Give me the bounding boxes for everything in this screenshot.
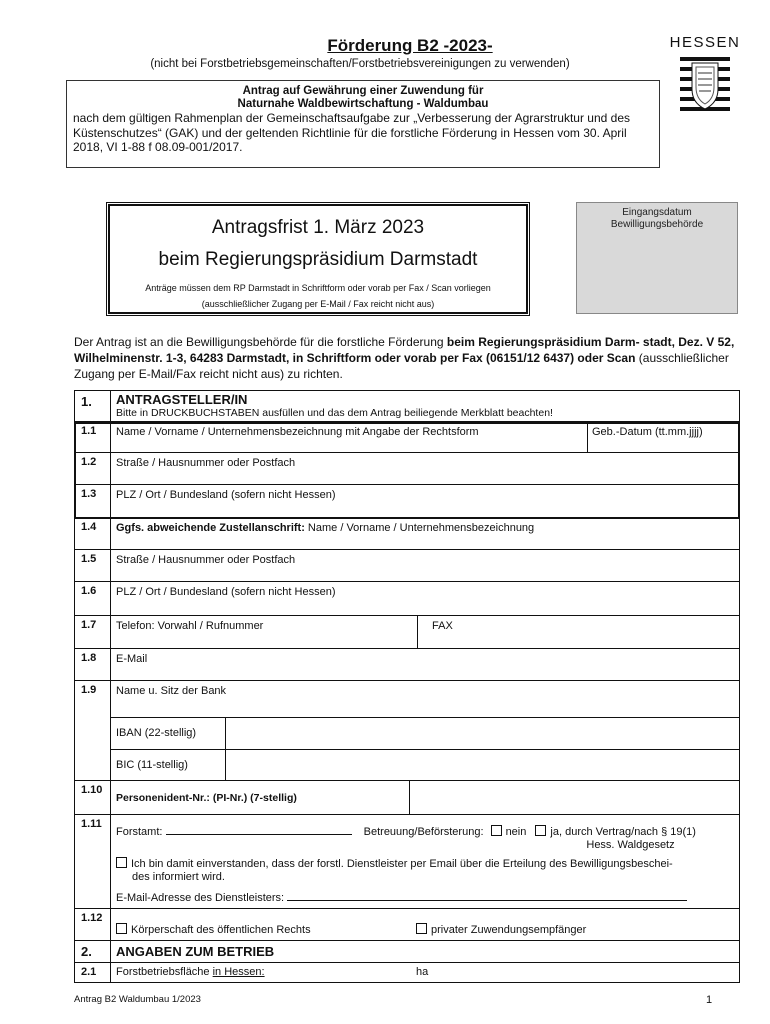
form-row-1-2 [74, 453, 740, 485]
intro-box [66, 80, 660, 168]
row-number: 1.2 [75, 453, 111, 484]
field-label: Name / Vorname / Unternehmensbezeichnung mit Angabe der Rechtsform [116, 426, 479, 438]
field-label: Straße / Hausnummer oder Postfach [116, 457, 296, 469]
section-2-header [74, 941, 740, 963]
deadline-date: Antragsfrist 1. März 2023 [211, 217, 425, 238]
bank-field[interactable] [111, 681, 741, 717]
public-body-checkbox[interactable] [116, 923, 127, 934]
section-title: ANGABEN ZUM BETRIEB [116, 944, 275, 959]
intro-line2: Naturnahe Waldbewirtschaftung - Waldumbau [237, 98, 489, 110]
row-number: 1.8 [75, 649, 111, 680]
section-number: 1. [75, 391, 111, 421]
option-label: privater Zuwendungsempfänger [431, 924, 587, 936]
form-row-1-4 [74, 518, 740, 550]
form-row-1-1 [74, 422, 740, 453]
deadline-authority: beim Regierungspräsidium Darmstadt [158, 249, 478, 270]
name-field[interactable] [111, 422, 587, 453]
fax-field[interactable] [427, 616, 741, 649]
section-note: Bitte in DRUCKBUCHSTABEN ausfüllen und das dem Antrag beiliegende Merkblatt beachten! [116, 407, 553, 419]
iban-label [111, 723, 225, 749]
field-label: IBAN (22-stellig) [116, 727, 197, 739]
betreuung-nein-checkbox[interactable] [491, 825, 502, 836]
stamp-label-2: Bewilligungsbehörde [610, 219, 704, 230]
field-label: PLZ / Ort / Bundesland (sofern nicht Hessen) [116, 489, 336, 501]
instruction-text-2: (ausschließlicher Zugang per E-Mail/Fax reicht nicht aus) zu richten. [74, 351, 729, 381]
deadline-note: Anträge müssen dem RP Darmstadt in Schriftform oder vorab per Fax / Scan vorliegen [145, 283, 491, 293]
street-field[interactable] [111, 453, 741, 485]
field-label: Telefon: Vorwahl / Rufnummer [116, 620, 264, 632]
row-number: 1.1 [75, 422, 111, 452]
footer-doc-id: Antrag B2 Waldumbau 1/2023 [74, 994, 201, 1005]
section-title: ANTRAGSTELLER/IN [116, 392, 248, 407]
forstamt-input[interactable] [166, 825, 352, 835]
form-row-2-1 [74, 963, 740, 983]
phone-field[interactable] [111, 616, 417, 649]
instruction-bold: beim Regierungspräsidium Darm- stadt, Dez. V 52, Wilhelminenstr. 1-3, 64283 Darmstadt, in Schriftform oder vorab per Fax (06151/12 6437) oder Scan [74, 335, 735, 365]
consent-label-2: des informiert wird. [132, 871, 225, 883]
form-row-1-5 [74, 550, 740, 582]
pi-number-field[interactable] [409, 781, 741, 815]
forstamt-label: Forstamt: [116, 826, 163, 838]
alt-city-field[interactable] [111, 582, 741, 616]
bic-field[interactable] [225, 749, 741, 781]
form-row-1-12 [74, 909, 740, 941]
form-row-1-10 [74, 781, 740, 815]
row-number: 1.3 [75, 485, 111, 517]
field-label: BIC (11-stellig) [116, 759, 188, 771]
row-number: 1.10 [75, 781, 111, 814]
field-label: Name / Vorname / Unternehmensbezeichnung [304, 522, 535, 534]
row-number: 1.12 [75, 909, 111, 940]
hessen-coat-of-arms-icon [680, 55, 730, 117]
field-label: PLZ / Ort / Bundesland (sofern nicht Hessen) [116, 586, 336, 598]
page-title: Förderung B2 -2023- [327, 36, 493, 55]
field-label-bold: Ggfs. abweichende Zustellanschrift: [116, 522, 305, 534]
stamp-label-1: Eingangsdatum [622, 207, 692, 218]
field-label: Straße / Hausnummer oder Postfach [116, 554, 296, 566]
form-row-1-11 [74, 815, 740, 909]
page-subtitle: (nicht bei Forstbetriebsgemeinschaften/Forstbetriebsvereinigungen zu verwenden) [150, 58, 570, 70]
form-row-1-9 [74, 681, 740, 781]
nein-label: nein [505, 826, 527, 838]
form-row-1-7 [74, 616, 740, 649]
unit-label: ha [416, 966, 429, 978]
row-number: 1.5 [75, 550, 111, 581]
intro-body: nach dem gültigen Rahmenplan der Gemeinschaftsaufgabe zur „Verbesserung der Agrarstruktur und des Küstenschutzes“ (GAK) und der geltenden Richtlinie für die forstliche Förderung in Hessen vom 30. April 2018, VI 1-88 f 08.09-001/2017. [73, 111, 630, 154]
row-number: 2.1 [75, 963, 111, 982]
provider-email-input[interactable] [287, 891, 687, 901]
alt-address-name-field[interactable] [111, 518, 741, 550]
intro-line1: Antrag auf Gewährung einer Zuwendung für [242, 85, 484, 97]
form-row-1-8 [74, 649, 740, 681]
row-number: 1.6 [75, 582, 111, 615]
option-private [411, 919, 711, 936]
field-label: E-Mail [116, 653, 148, 665]
row-number: 1.11 [75, 815, 111, 908]
section-1-header [74, 390, 740, 422]
city-field[interactable] [111, 485, 741, 518]
instruction-paragraph [74, 334, 738, 382]
field-label: Name u. Sitz der Bank [116, 685, 227, 697]
email-field[interactable] [111, 649, 741, 681]
row-number: 1.7 [75, 616, 111, 648]
bic-label [111, 755, 225, 781]
form-row-1-6 [74, 582, 740, 616]
iban-field[interactable] [225, 717, 741, 749]
option-label: Körperschaft des öffentlichen Rechts [131, 924, 311, 936]
field-label: Personenident-Nr.: (PI-Nr.) (7-stellig) [116, 792, 297, 804]
consent-checkbox[interactable] [116, 857, 127, 868]
option-public-body [111, 919, 411, 936]
ja-label-2: Hess. Waldgesetz [586, 839, 675, 851]
hessen-logo-text: HESSEN [669, 34, 741, 51]
row-number: 1.4 [75, 518, 111, 549]
instruction-text: Der Antrag ist an die Bewilligungsbehörde für die forstliche Förderung [74, 335, 447, 349]
deadline-box [106, 202, 530, 316]
field-label: Geb.-Datum (tt.mm.jjjj) [592, 426, 703, 438]
page-number: 1 [706, 994, 713, 1006]
alt-street-field[interactable] [111, 550, 741, 582]
provider-email-row [111, 887, 741, 904]
field-label: Forstbetriebsfläche [116, 966, 213, 978]
section-number: 2. [75, 941, 111, 962]
row-number: 1.9 [75, 681, 111, 780]
consent-row [111, 853, 741, 884]
private-checkbox[interactable] [416, 923, 427, 934]
receipt-stamp-box[interactable] [576, 202, 738, 314]
forest-area-field[interactable] [411, 963, 711, 978]
forest-area-label [111, 963, 411, 978]
provider-email-label: E-Mail-Adresse des Dienstleisters: [116, 892, 285, 904]
field-label-underlined: in Hessen: [212, 966, 265, 978]
deadline-note-2: (ausschließlicher Zugang per E-Mail / Fax reicht nicht aus) [201, 299, 435, 309]
betreuung-label: Betreuung/Beförsterung: [363, 826, 484, 838]
form-row-1-3 [74, 485, 740, 518]
pi-number-label [111, 781, 409, 815]
birthdate-field[interactable] [587, 422, 741, 453]
field-label: FAX [432, 620, 453, 632]
consent-label: Ich bin damit einverstanden, dass der forstl. Dienstleister per Email über die Erteilung des Bewilligungsbeschei- [131, 858, 673, 870]
ja-label: ja, durch Vertrag/nach § 19(1) [550, 826, 696, 838]
